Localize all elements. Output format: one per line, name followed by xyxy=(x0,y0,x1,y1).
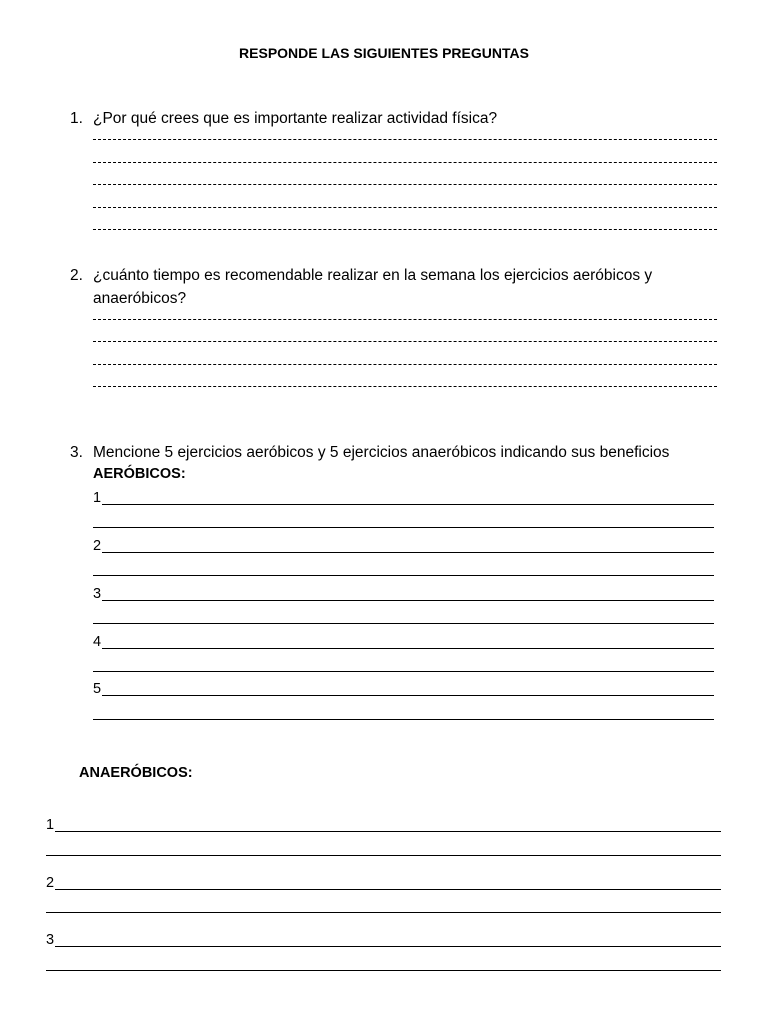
answer-line[interactable] xyxy=(46,970,721,971)
answer-line[interactable] xyxy=(46,855,721,856)
answer-dash-line[interactable] xyxy=(93,162,717,163)
answer-line[interactable] xyxy=(102,538,714,553)
item-number: 3 xyxy=(93,586,102,602)
question-1-number: 1. xyxy=(70,110,83,127)
aerobicos-item-2[interactable] xyxy=(93,538,714,553)
answer-line[interactable] xyxy=(93,575,714,576)
answer-line[interactable] xyxy=(102,681,714,696)
question-1 xyxy=(70,107,720,130)
aerobicos-item-5[interactable] xyxy=(93,681,714,696)
question-1-text: ¿Por qué crees que es importante realizar actividad física? xyxy=(93,110,498,127)
answer-line[interactable] xyxy=(46,912,721,913)
answer-dash-line[interactable] xyxy=(93,184,717,185)
aerobicos-item-3[interactable] xyxy=(93,586,714,601)
anaerobicos-item-3[interactable] xyxy=(46,932,721,947)
answer-line[interactable] xyxy=(55,875,721,890)
answer-line[interactable] xyxy=(55,817,721,832)
aerobicos-heading: AERÓBICOS: xyxy=(93,466,186,482)
item-number: 4 xyxy=(93,634,102,650)
aerobicos-item-1[interactable] xyxy=(93,490,714,505)
question-2-number: 2. xyxy=(70,267,83,284)
answer-dash-line[interactable] xyxy=(93,139,717,140)
aerobicos-item-4[interactable] xyxy=(93,634,714,649)
item-number: 1 xyxy=(46,817,55,833)
page-title: RESPONDE LAS SIGUIENTES PREGUNTAS xyxy=(239,45,529,61)
item-number: 3 xyxy=(46,932,55,948)
answer-dash-line[interactable] xyxy=(93,386,717,387)
question-3 xyxy=(70,441,720,464)
item-number: 1 xyxy=(93,490,102,506)
answer-dash-line[interactable] xyxy=(93,229,717,230)
question-2 xyxy=(70,264,720,310)
item-number: 2 xyxy=(93,538,102,554)
answer-line[interactable] xyxy=(93,623,714,624)
answer-line[interactable] xyxy=(93,719,714,720)
answer-dash-line[interactable] xyxy=(93,364,717,365)
answer-line[interactable] xyxy=(102,586,714,601)
answer-line[interactable] xyxy=(55,932,721,947)
answer-dash-line[interactable] xyxy=(93,207,717,208)
anaerobicos-heading: ANAERÓBICOS: xyxy=(79,765,193,781)
question-2-text: ¿cuánto tiempo es recomendable realizar en la semana los ejercicios aeróbicos y anaeróbicos? xyxy=(93,267,653,307)
answer-dash-line[interactable] xyxy=(93,341,717,342)
item-number: 5 xyxy=(93,681,102,697)
anaerobicos-item-1[interactable] xyxy=(46,817,721,832)
question-3-number: 3. xyxy=(70,444,83,461)
answer-line[interactable] xyxy=(102,634,714,649)
question-3-text: Mencione 5 ejercicios aeróbicos y 5 ejercicios anaeróbicos indicando sus beneficios xyxy=(93,444,670,461)
anaerobicos-item-2[interactable] xyxy=(46,875,721,890)
answer-line[interactable] xyxy=(102,490,714,505)
item-number: 2 xyxy=(46,875,55,891)
answer-line[interactable] xyxy=(93,671,714,672)
answer-line[interactable] xyxy=(93,527,714,528)
answer-dash-line[interactable] xyxy=(93,319,717,320)
